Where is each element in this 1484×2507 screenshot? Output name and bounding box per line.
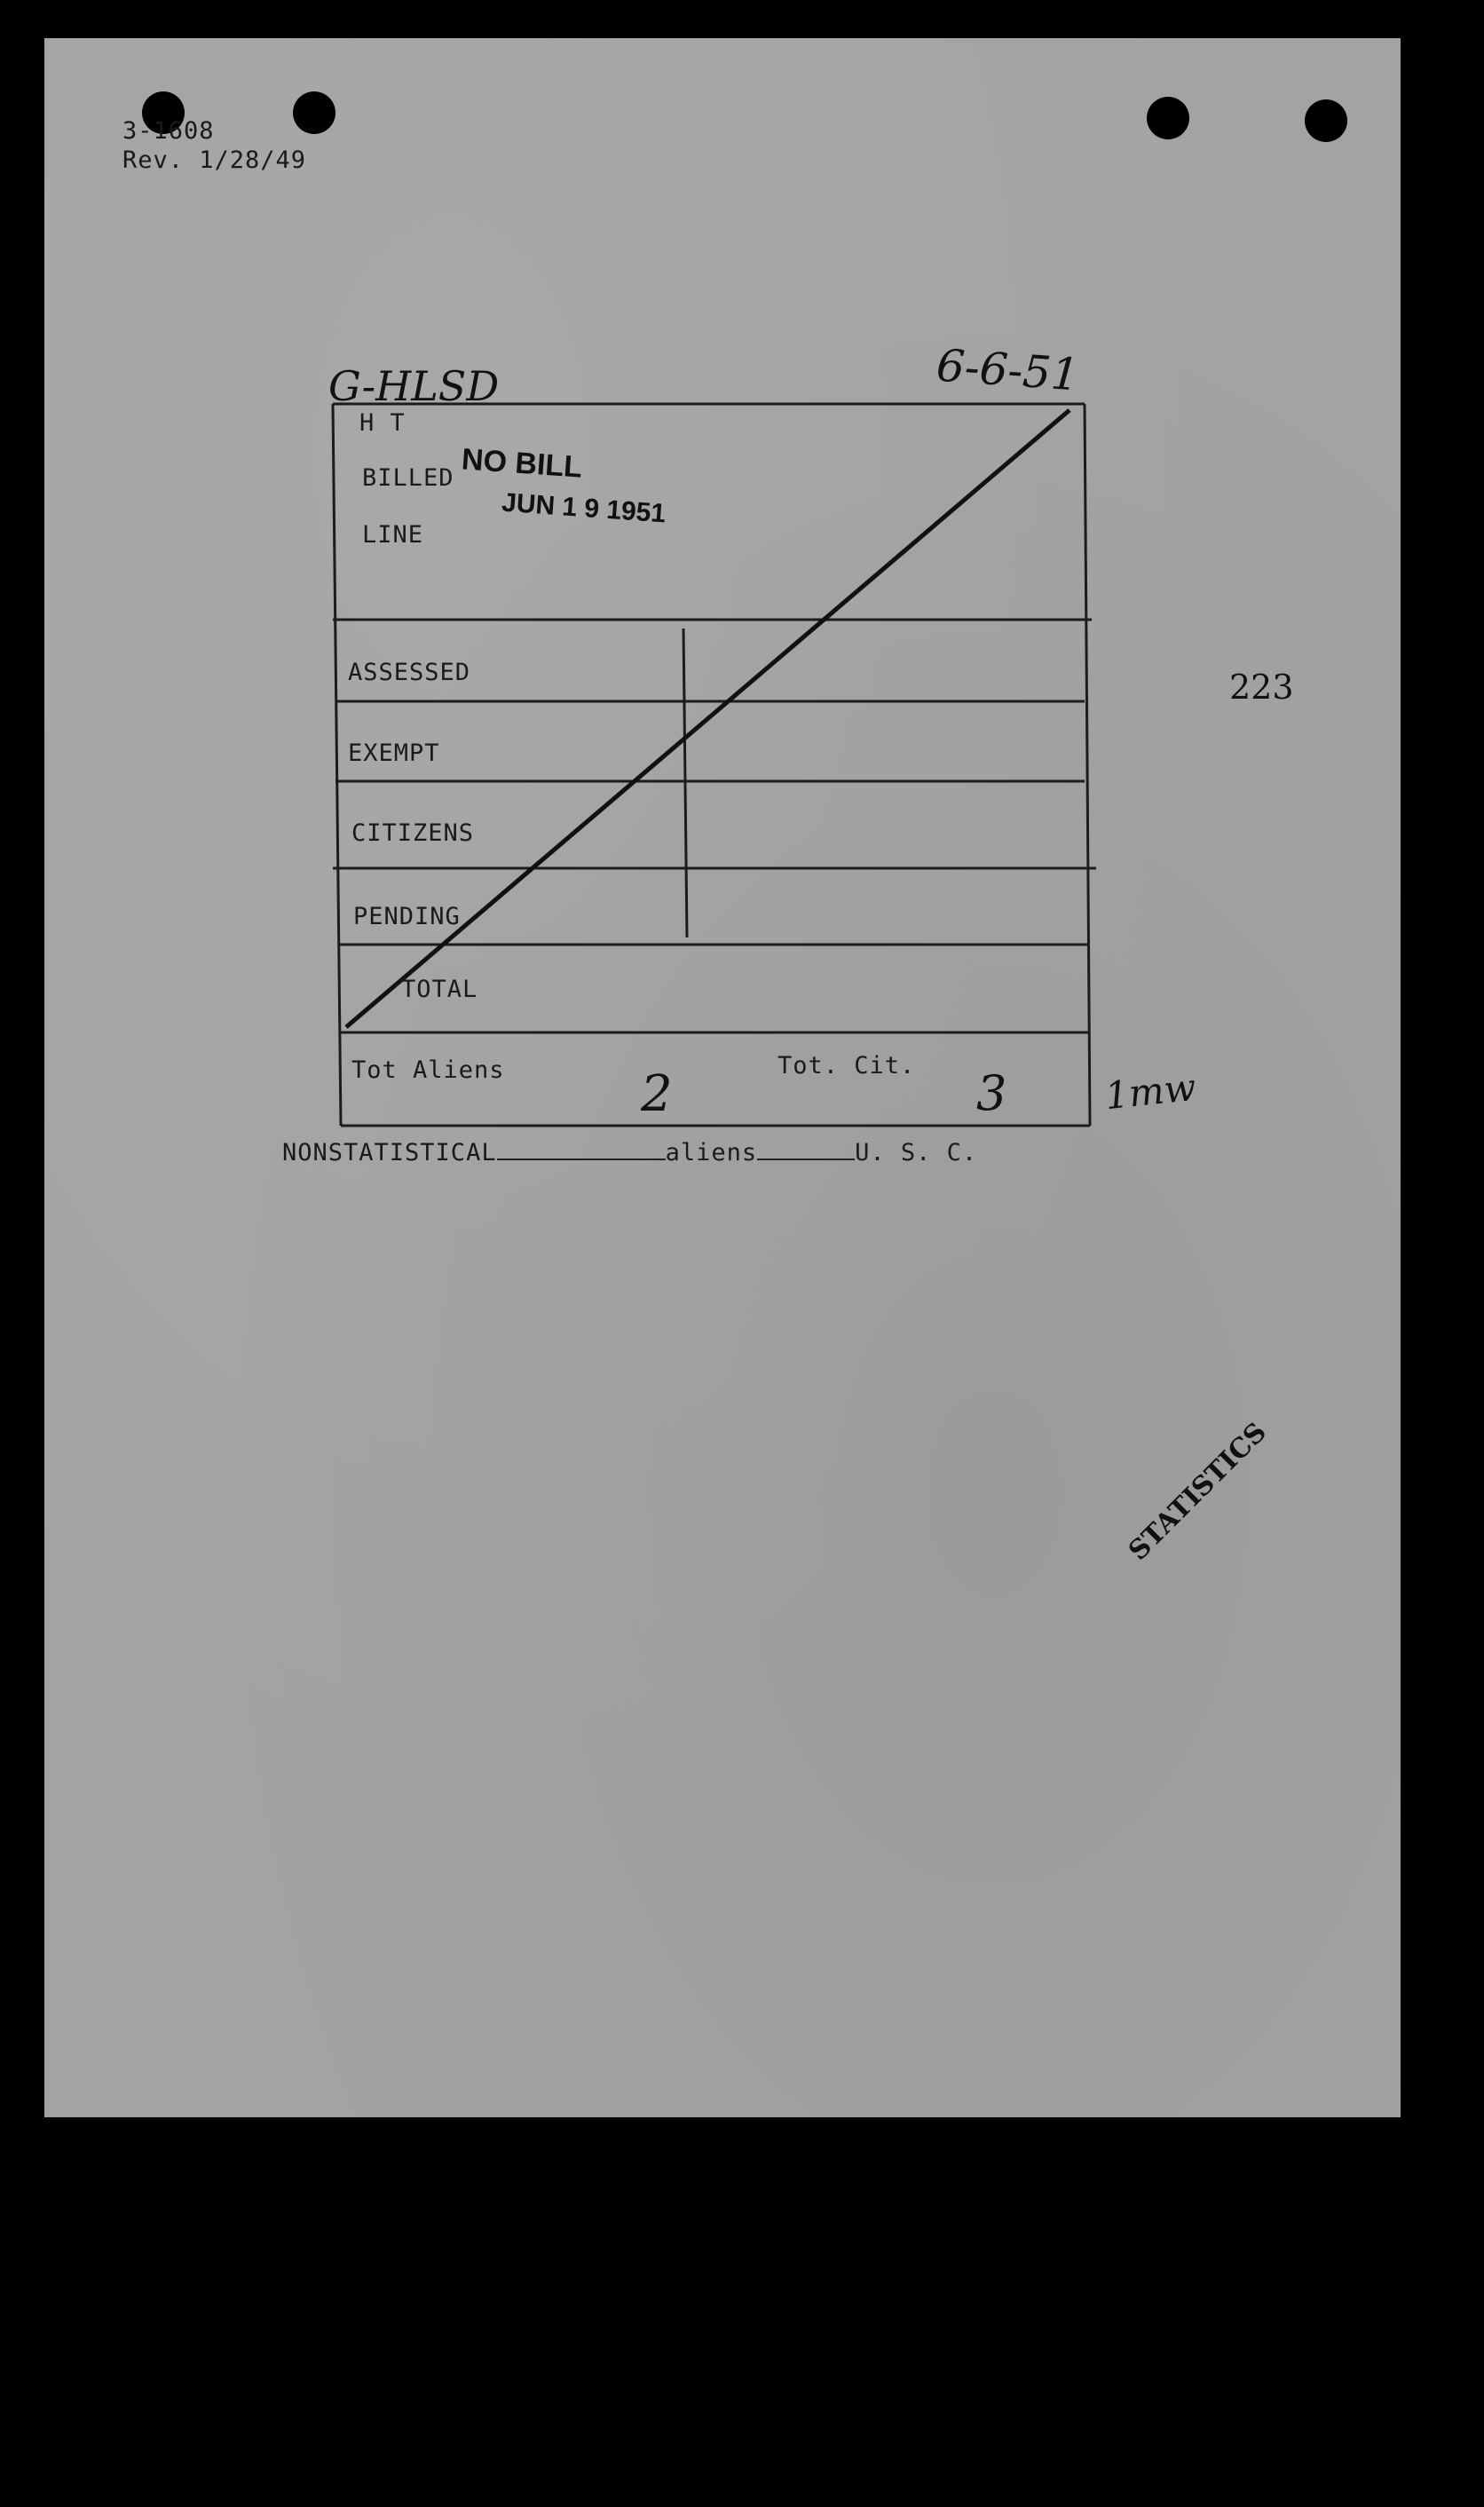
nonstatistical-blank — [497, 1158, 666, 1160]
tot-cit-value: 3 — [976, 1065, 1007, 1121]
label-billed: BILLED — [362, 464, 454, 492]
page-number: 223 — [1229, 668, 1294, 707]
nonstatistical-line — [282, 1139, 977, 1167]
date-stamp: JUN 1 9 1951 — [501, 487, 667, 529]
label-total: TOTAL — [401, 976, 478, 1003]
usc-label: U. S. C. — [855, 1139, 978, 1167]
form-number: 3-1608 — [122, 117, 215, 145]
tot-aliens-value: 2 — [641, 1065, 673, 1123]
handwritten-code: G-HLSD — [328, 362, 500, 410]
no-bill-stamp: NO BILL — [460, 442, 584, 485]
label-line: LINE — [362, 521, 424, 549]
handwritten-initials: 1mw — [1102, 1064, 1198, 1119]
label-citizens: CITIZENS — [351, 819, 475, 847]
handwritten-date: 6-6-51 — [935, 339, 1081, 401]
label-pending: PENDING — [353, 903, 461, 930]
aliens-label: aliens — [665, 1139, 758, 1167]
statistics-stamp: STATISTICS — [1123, 1416, 1273, 1567]
cancel-line — [346, 410, 1070, 1027]
usc-blank — [757, 1158, 855, 1160]
label-tot-aliens: Tot Aliens — [351, 1056, 505, 1084]
label-tot-cit: Tot. Cit. — [778, 1052, 916, 1080]
nonstatistical-label: NONSTATISTICAL — [282, 1139, 497, 1167]
label-exempt: EXEMPT — [348, 739, 440, 767]
form-revision: Rev. 1/28/49 — [122, 146, 307, 174]
label-assessed: ASSESSED — [348, 659, 471, 686]
label-ht: H T — [359, 409, 406, 437]
